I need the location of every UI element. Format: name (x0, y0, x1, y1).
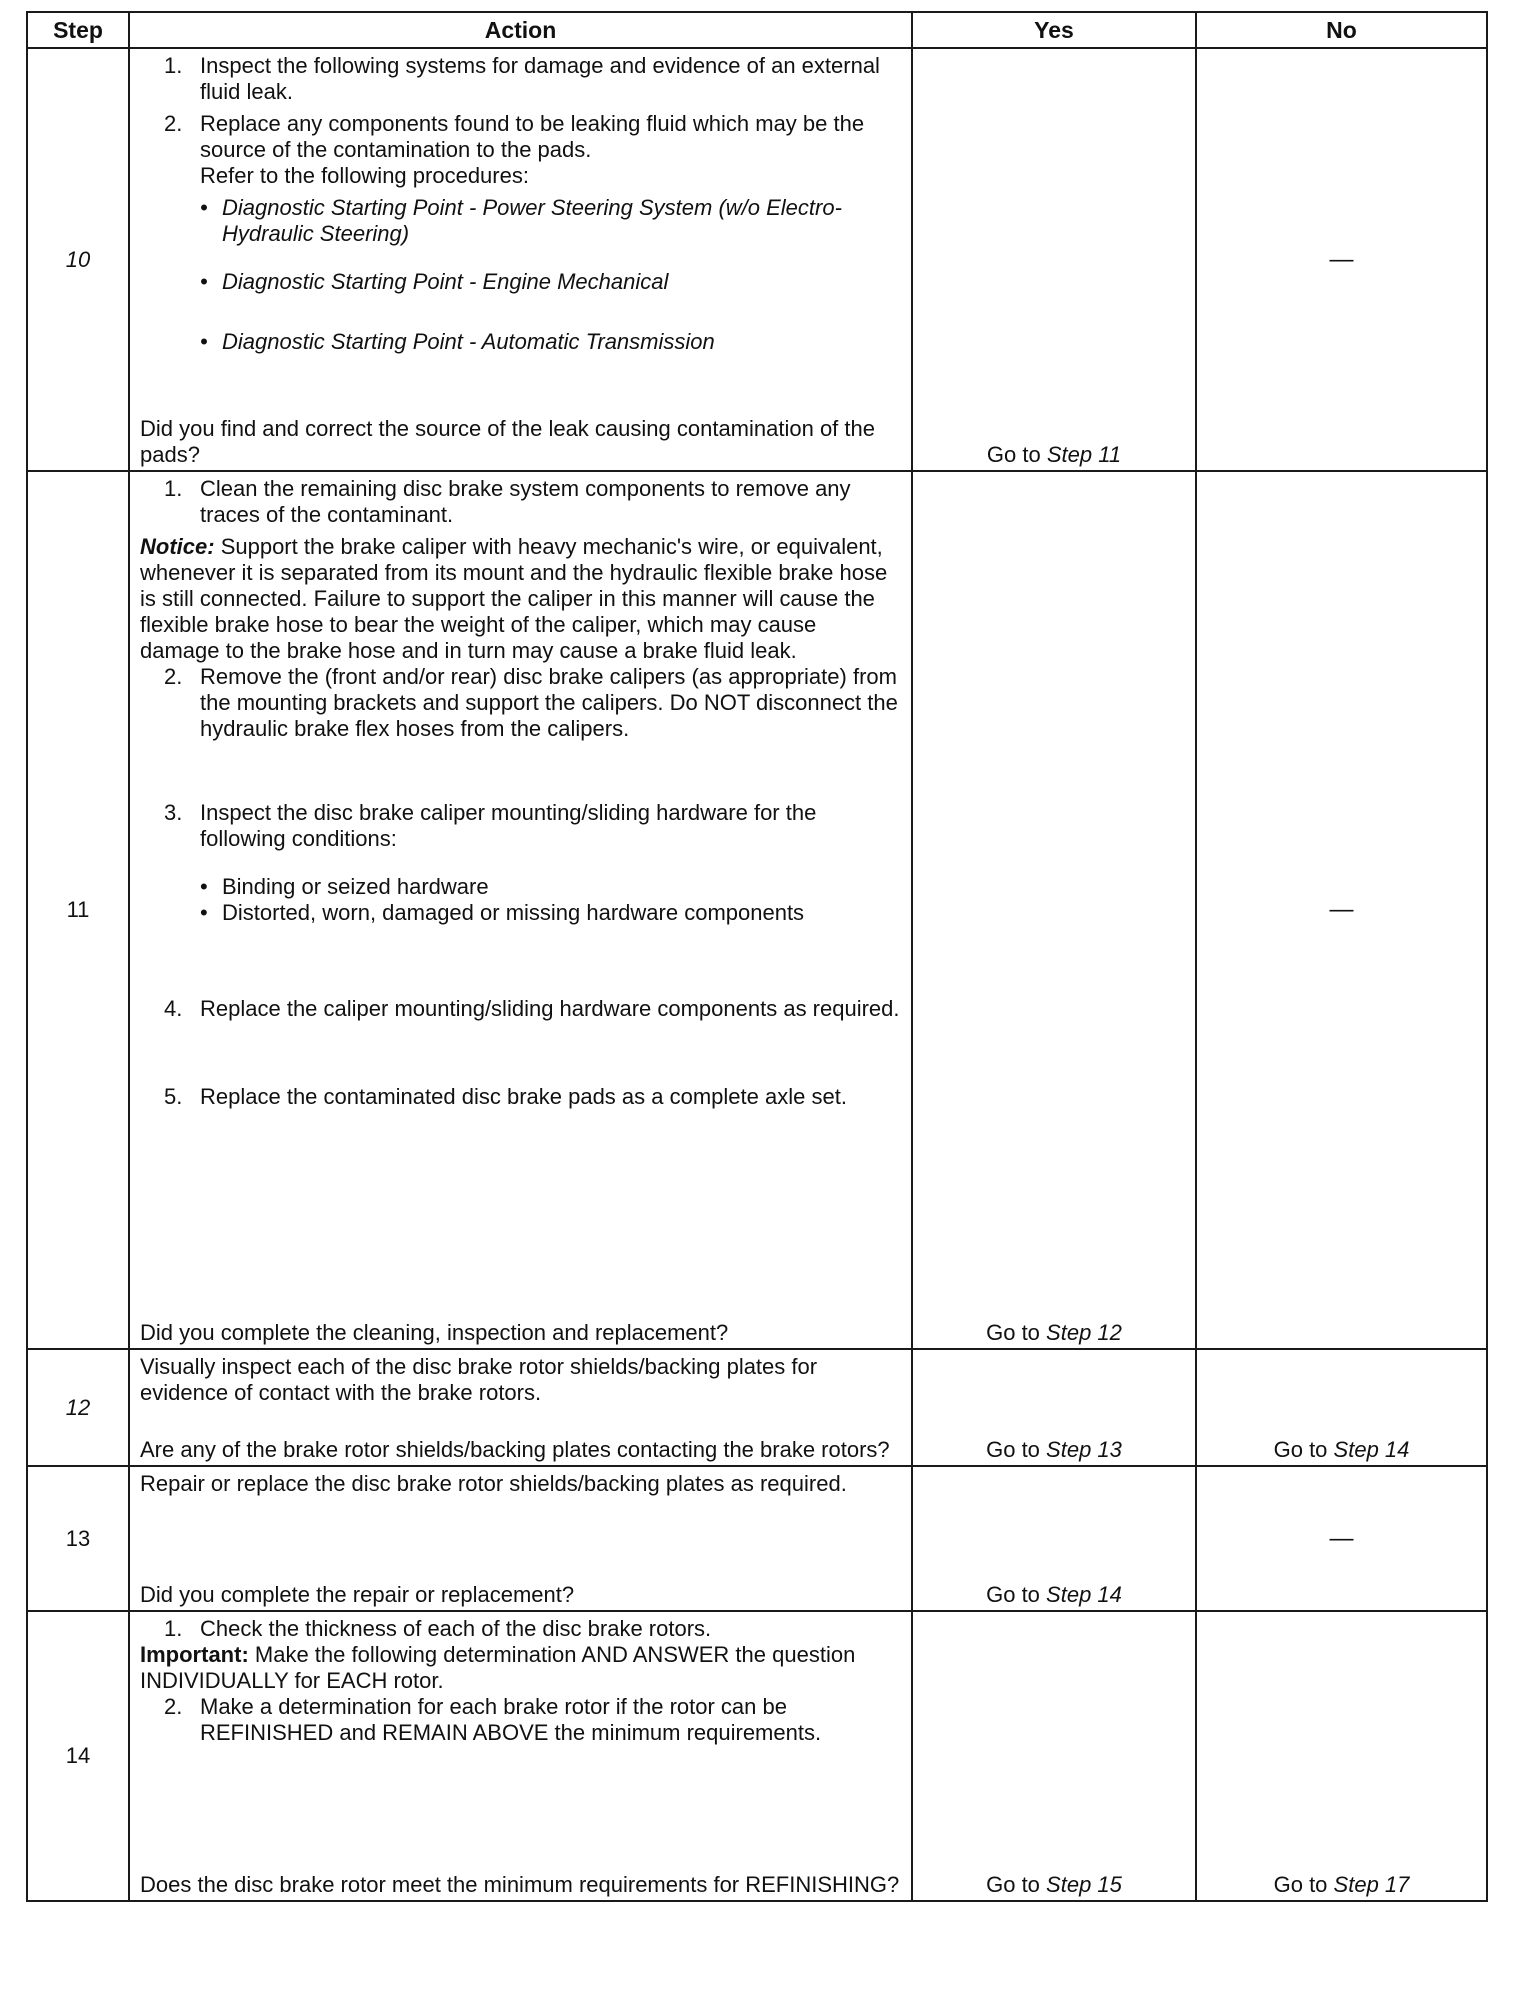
yes-cell (912, 1349, 1196, 1466)
dash-text: — (1329, 896, 1354, 923)
instruction-text: Visually inspect each of the disc brake rotor shields/backing plates for evidence of contact with the brake rotors. (140, 1354, 818, 1405)
question-text: Did you complete the cleaning, inspection and replacement? (140, 1320, 729, 1345)
numbered-item: 2. Remove the (front and/or rear) disc brake calipers (as appropriate) from the mounting brackets and support the calipers. Do NOT disconnect the hydraulic brake flex hoses from the calipers. (164, 664, 898, 741)
go-to-link[interactable]: Go to Step 11 (986, 442, 1122, 467)
notice-block: Notice: Support the brake caliper with heavy mechanic's wire, or equivalent, whenever it is separated from its mount and the hydraulic flexible brake hose is still connected. Failure to support the caliper in this manner will cause the flexible brake hose to bear the weight of the caliper, which may cause damage to the brake hose and in turn may cause a brake fluid leak. (140, 534, 888, 663)
procedure-link[interactable]: • Diagnostic Starting Point - Power Steering System (w/o Electro-Hydraulic Steering) (200, 195, 842, 246)
numbered-item: 3. Inspect the disc brake caliper mounting/sliding hardware for the following conditions: (164, 800, 817, 851)
condition-item: • Distorted, worn, damaged or missing hardware components (200, 900, 805, 925)
step-14-row (27, 1611, 1487, 1901)
question-text: Did you find and correct the source of the leak causing contamination of the pads? (140, 416, 875, 467)
no-cell (1196, 471, 1487, 1349)
yes-cell (912, 1466, 1196, 1611)
procedure-link[interactable]: • Diagnostic Starting Point - Engine Mechanical (200, 269, 669, 294)
step-13-row (27, 1466, 1487, 1611)
no-cell (1196, 1349, 1487, 1466)
step-number: 11 (27, 471, 129, 1349)
action-cell (129, 48, 912, 471)
important-block: Important: Make the following determination AND ANSWER the question INDIVIDUALLY for EACH rotor. (140, 1642, 856, 1693)
numbered-item: 2. Make a determination for each brake rotor if the rotor can be REFINISHED and REMAIN ABOVE the minimum requirements. (164, 1694, 822, 1745)
question-text: Are any of the brake rotor shields/backing plates contacting the brake rotors? (140, 1437, 890, 1462)
condition-item: • Binding or seized hardware (200, 874, 489, 899)
action-cell (129, 1611, 912, 1901)
go-to-link[interactable]: Go to Step 17 (1273, 1872, 1410, 1897)
procedure-link[interactable]: • Diagnostic Starting Point - Automatic Transmission (200, 329, 715, 354)
no-cell (1196, 48, 1487, 471)
numbered-item: 4. Replace the caliper mounting/sliding hardware components as required. (164, 996, 900, 1021)
action-cell (129, 471, 912, 1349)
go-to-link[interactable]: Go to Step 14 (1273, 1437, 1410, 1462)
dash-text: — (1329, 245, 1354, 273)
step-12-row (27, 1349, 1487, 1466)
step-number: 14 (27, 1611, 129, 1901)
go-to-link[interactable]: Go to Step 12 (986, 1320, 1122, 1345)
action-cell (129, 1349, 912, 1466)
numbered-item: 1. Check the thickness of each of the disc brake rotors. (164, 1616, 712, 1641)
notice-label: Notice: (140, 534, 215, 559)
step-10-row (27, 48, 1487, 471)
step-11-row (27, 471, 1487, 1349)
step-number: 12 (27, 1349, 129, 1466)
dash-text: — (1329, 1524, 1354, 1552)
action-cell (129, 1466, 912, 1611)
step-number: 13 (27, 1466, 129, 1611)
go-to-link[interactable]: Go to Step 14 (986, 1582, 1122, 1607)
instruction-text: Repair or replace the disc brake rotor shields/backing plates as required. (140, 1471, 847, 1496)
header-row (27, 12, 1487, 48)
no-cell (1196, 1611, 1487, 1901)
numbered-item: 1. Inspect the following systems for damage and evidence of an external fluid leak. (164, 53, 880, 104)
yes-cell (912, 1611, 1196, 1901)
header-action: Action (129, 12, 912, 48)
header-yes: Yes (912, 12, 1196, 48)
refer-text: Refer to the following procedures: (200, 163, 529, 188)
numbered-item: 5. Replace the contaminated disc brake pads as a complete axle set. (164, 1084, 847, 1109)
yes-cell (912, 471, 1196, 1349)
question-text: Does the disc brake rotor meet the minimum requirements for REFINISHING? (140, 1872, 900, 1897)
no-cell (1196, 1466, 1487, 1611)
diagnostic-table (26, 11, 1488, 1902)
go-to-link[interactable]: Go to Step 13 (986, 1437, 1122, 1462)
step-number: 10 (27, 48, 129, 471)
important-label: Important: (140, 1642, 249, 1667)
header-no: No (1196, 12, 1487, 48)
numbered-item: 1. Clean the remaining disc brake system components to remove any traces of the contaminant. (164, 476, 851, 527)
numbered-item: 2. Replace any components found to be leaking fluid which may be the source of the contamination to the pads. (164, 111, 865, 162)
go-to-link[interactable]: Go to Step 15 (986, 1872, 1122, 1897)
question-text: Did you complete the repair or replacement? (140, 1582, 575, 1607)
header-step: Step (27, 12, 129, 48)
yes-cell (912, 48, 1196, 471)
